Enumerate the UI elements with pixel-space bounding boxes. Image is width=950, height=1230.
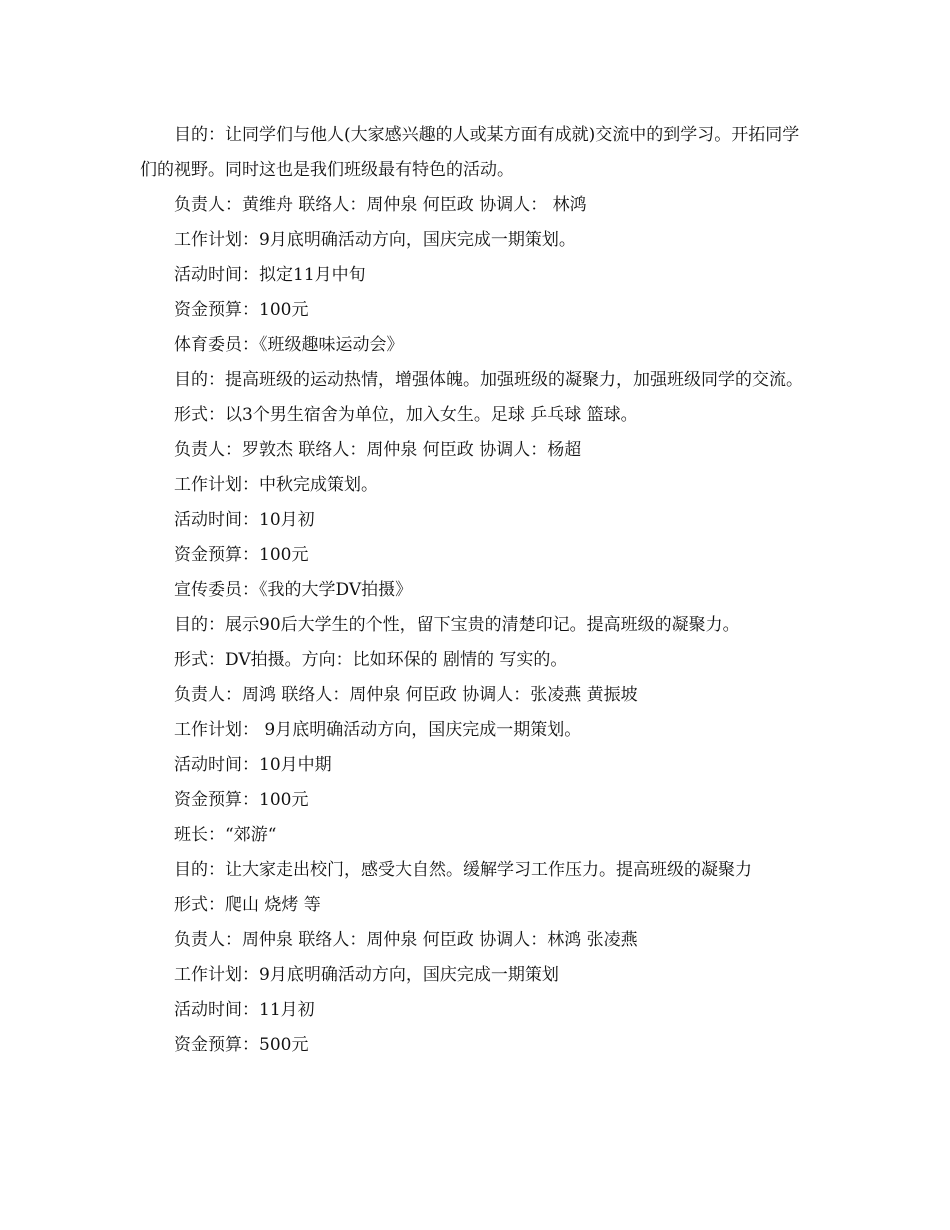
paragraph-purpose-2: 目的：提高班级的运动热情，增强体魄。加强班级的凝聚力，加强班级同学的交流。 xyxy=(174,370,803,390)
paragraph-format-4: 形式：爬山 烧烤 等 xyxy=(174,895,321,915)
paragraph-time-1: 活动时间：拟定11月中旬 xyxy=(174,265,366,285)
document-body xyxy=(140,118,812,1063)
paragraph-people-2: 负责人：罗敦杰 联络人：周仲泉 何臣政 协调人：杨超 xyxy=(174,440,582,460)
paragraph-plan-3: 工作计划： 9月底明确活动方向，国庆完成一期策划。 xyxy=(174,720,582,740)
paragraph-plan-1: 工作计划：9月底明确活动方向，国庆完成一期策划。 xyxy=(174,230,576,250)
paragraph-budget-1: 资金预算：100元 xyxy=(174,300,309,320)
paragraph-format-2: 形式：以3个男生宿舍为单位，加入女生。足球 乒乓球 篮球。 xyxy=(174,405,638,425)
paragraph-time-4: 活动时间：11月初 xyxy=(174,1000,315,1020)
section-heading-monitor: 班长：“郊游“ xyxy=(174,825,277,845)
paragraph-format-3: 形式：DV拍摄。方向：比如环保的 剧情的 写实的。 xyxy=(174,650,568,670)
paragraph-people-4: 负责人：周仲泉 联络人：周仲泉 何臣政 协调人：林鸿 张凌燕 xyxy=(174,930,638,950)
paragraph-plan-4: 工作计划：9月底明确活动方向，国庆完成一期策划 xyxy=(174,965,559,985)
paragraph-people-3: 负责人：周鸿 联络人：周仲泉 何臣政 协调人：张凌燕 黄振坡 xyxy=(174,685,638,705)
paragraph-purpose-1: 目的：让同学们与他人(大家感兴趣的人或某方面有成就)交流中的到学习。开拓同学们的视野。同时这也是我们班级最有特色的活动。 xyxy=(140,125,800,180)
paragraph-budget-4: 资金预算：500元 xyxy=(174,1035,309,1055)
paragraph-time-2: 活动时间：10月初 xyxy=(174,510,315,530)
paragraph-budget-2: 资金预算：100元 xyxy=(174,545,309,565)
paragraph-purpose-4: 目的：让大家走出校门，感受大自然。缓解学习工作压力。提高班级的凝聚力 xyxy=(174,860,752,880)
paragraph-plan-2: 工作计划：中秋完成策划。 xyxy=(174,475,378,495)
paragraph-budget-3: 资金预算：100元 xyxy=(174,790,309,810)
section-heading-publicity: 宣传委员：《我的大学DV拍摄》 xyxy=(174,580,413,600)
paragraph-people-1: 负责人：黄维舟 联络人：周仲泉 何臣政 协调人： 林鸿 xyxy=(174,195,587,215)
paragraph-time-3: 活动时间：10月中期 xyxy=(174,755,332,775)
paragraph-purpose-3: 目的：展示90后大学生的个性，留下宝贵的清楚印记。提高班级的凝聚力。 xyxy=(174,615,740,635)
section-heading-sports: 体育委员：《班级趣味运动会》 xyxy=(174,335,404,355)
